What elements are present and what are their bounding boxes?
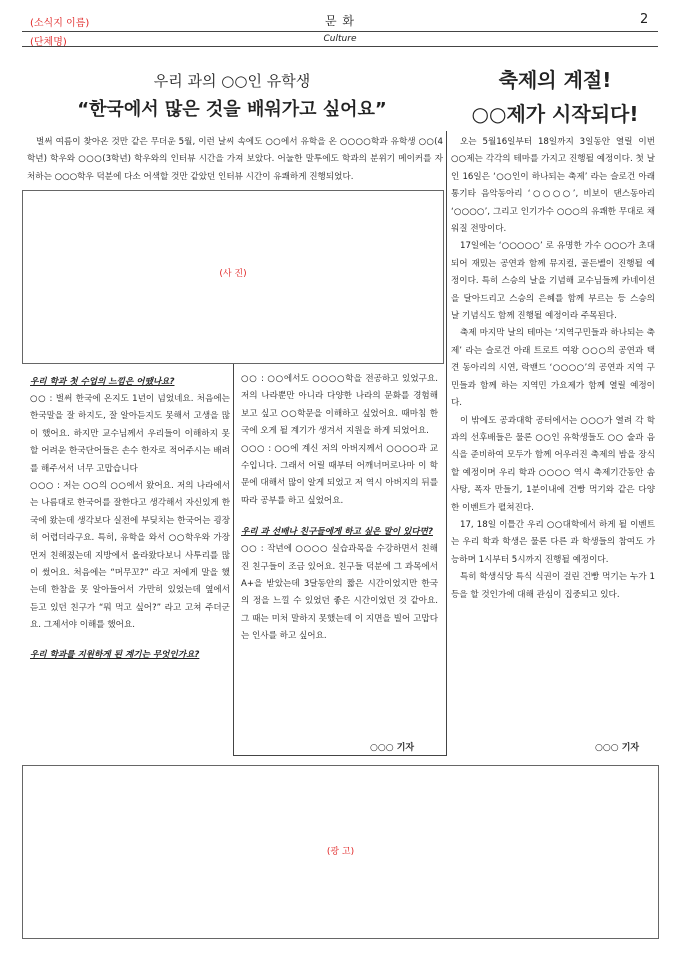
article-headline: “한국에서 많은 것을 배워가고 싶어요” (77, 99, 387, 120)
newsletter-name: (소식지 이름) (30, 18, 90, 29)
question-1: 우리 학과 첫 수업의 느낌은 어땠나요? (30, 377, 175, 387)
question-3: 우리 과 선배나 친구들에게 하고 싶은 말이 있다면? (241, 527, 433, 538)
photo-placeholder (22, 190, 444, 364)
festival-paragraph: 이 밖에도 공과대학 공터에서는 ○○○가 열려 각 학과의 선후배들은 물론 ○○인 유학생들도 ○○ 술과 음식을 준비하여 모두가 함께 어우러진 축제의 밤을 장식할 예정이며 우리 학과 ○○○○ 역시 축제기간동안 솜사탕, 폭자 만들기, 1분이내에 건빵 먹기와 같은 다양한 이벤트가 펼쳐진다. (451, 415, 655, 513)
answer-1: ○○ : 벌써 한국에 온지도 1년이 넘었네요. 처음에는 한국말을 잘 하지도, 잘 알아듣지도 못해서 고생을 많이 했어요. 하지만 교수님께서 우리들이 이해하지 못할 어려운 한국단어들은 손수 한자로 적어주시는 배려를 해주셔서 너무 고맙습니다 ○○○ : 저는 ○○의 ○○에서 왔어요. 저의 나라에서는 나름대로 한국어를 잘한다고 생각해서 자신있게 한국에 왔는데 생각보다 실전에 부딪치는 한국어는 굉장히 어렵더라구요. 특히, 유학을 와서 ○○학우와 가장 먼저 친해졌는데 지방에서 올라왔다보니 사투리를 많이 썼어요. 처음에는 “머무꼬?” 라고 저에게 말을 했는데 한참을 못 알아들어서 가만히 있었는데 옆에서 듣고 있던 친구가 “뭐 먹고 싶어?” 라고 고쳐 주더군요. 그제서야 이해를 했어요. (30, 394, 230, 631)
festival-paragraph: 특히 학생식당 특식 식권이 걸린 건빵 먹기는 누가 1등을 할 것인가에 대해 관심이 집중되고 있다. (451, 572, 655, 600)
photo-label: (사 진) (219, 269, 247, 279)
festival-article-body (451, 134, 655, 604)
right-byline: ○○○ 기자 (595, 743, 640, 753)
article-kicker: 우리 과의 ○○인 유학생 (153, 72, 311, 90)
festival-headline-line2: ○○제가 시작되다! (471, 102, 639, 126)
byline-rule (233, 755, 447, 756)
page-number: 2 (640, 12, 649, 27)
festival-paragraph: 17, 18일 이틀간 우리 ○○대학에서 하게 될 이벤트는 우리 학과 학생은 물론 다른 과 학생들의 참여도 가능하며 1시부터 5시까지 진행될 예정이다. (451, 519, 655, 565)
left-byline: ○○○ 기자 (370, 743, 415, 753)
header-rule-bottom (22, 46, 658, 47)
column-divider-middle (233, 364, 234, 755)
festival-paragraph: 17일에는 ‘○○○○○’ 로 유명한 가수 ○○○가 초대되어 재밌는 공연과 함께 뮤지컬, 골든벨이 진행될 예정이다. 특히 스승의 날을 기념해 교수님들께 카네이션을 달아드리고 스승의 은혜를 함께 부르는 등 스승의 날 기념식도 함께 진행될 예정이라 주목된다. (451, 241, 655, 322)
festival-headline-line1: 축제의 계절! (498, 68, 612, 92)
section-title: 문 화 (325, 14, 355, 28)
festival-paragraph: 축제 마지막 날의 테마는 ‘지역구민들과 하나되는 축제’ 라는 슬로건 아래 트로트 여왕 ○○○의 공연과 택견 동아리의 시연, 락밴드 ‘○○○○’의 공연과 지역 구민들과 함께 하는 지역민 가요제가 함께 열릴 예정이다. (451, 328, 655, 409)
answer-2: ○○ : ○○에서도 ○○○○학을 전공하고 있었구요. 저의 나라뿐만 아니라 다양한 나라의 문화를 경험해보고 싶고 ○○학문을 이해하고 싶었어요. 때마침 한국에 오게 될 계기가 생겨서 지원을 하게 되었어요. ○○○ : ○○에 계신 저의 아버지께서 ○○○○과 교수입니다. 그래서 어릴 때부터 어깨너머로나마 이 학문에 대해서 많이 알게 되었고 저 역시 아버지의 뒤를 따라 공부를 하고 싶었어요. (241, 374, 438, 506)
organization-name: (단체명) (30, 37, 67, 48)
section-subtitle: Culture (323, 34, 357, 44)
interview-column-1 (30, 374, 230, 664)
question-2: 우리 학과를 지원하게 된 계기는 무엇인가요? (30, 649, 200, 660)
festival-paragraph: 오는 5월16일부터 18일까지 3일동안 열릴 이번 ○○제는 각각의 테마를 가지고 진행될 예정이다. 첫 날인 16일은 ‘○○인이 하나되는 축제’ 라는 슬로건 아래 통기타 음악동아리 ‘○○○○’, 비보이 댄스동아리 ‘○○○○’, 그리고 인기가수 ○○○의 유쾌한 무대로 채워질 전망이다. (451, 137, 655, 235)
ad-label: (광 고) (326, 847, 355, 857)
article-lead: 벌써 여름이 찾아온 것만 같은 무더운 5월, 이런 날씨 속에도 ○○에서 유학을 온 ○○○○학과 유학생 ○○(4학년) 학우와 ○○○(3학년) 학우와의 인터뷰 시간을 가져 보았다. 어눌한 말투에도 학과의 분위기 메이커를 자처하는 ○○○학우 덕분에 다소 어색할 것만 같았던 인터뷰 시간이 유쾌하게 진행되었다. (27, 137, 443, 182)
column-divider-right (446, 131, 447, 755)
answer-3: ○○ : 작년에 ○○○○ 실습과목을 수강하면서 친해진 친구들이 조금 있어요. 친구들 덕분에 그 과목에서 A+을 받았는데 3달동안의 짧은 시간이었지만 한국의 정을 느낄 수 있었던 좋은 시간이었던 것 같아요. 그 때는 미처 말하지 못했는데 이 지면을 빌어 고맙다는 인사를 하고 싶어요. (241, 544, 438, 642)
header-rule-top (22, 31, 658, 32)
interview-column-2 (241, 371, 438, 646)
advertisement-placeholder (22, 765, 659, 939)
